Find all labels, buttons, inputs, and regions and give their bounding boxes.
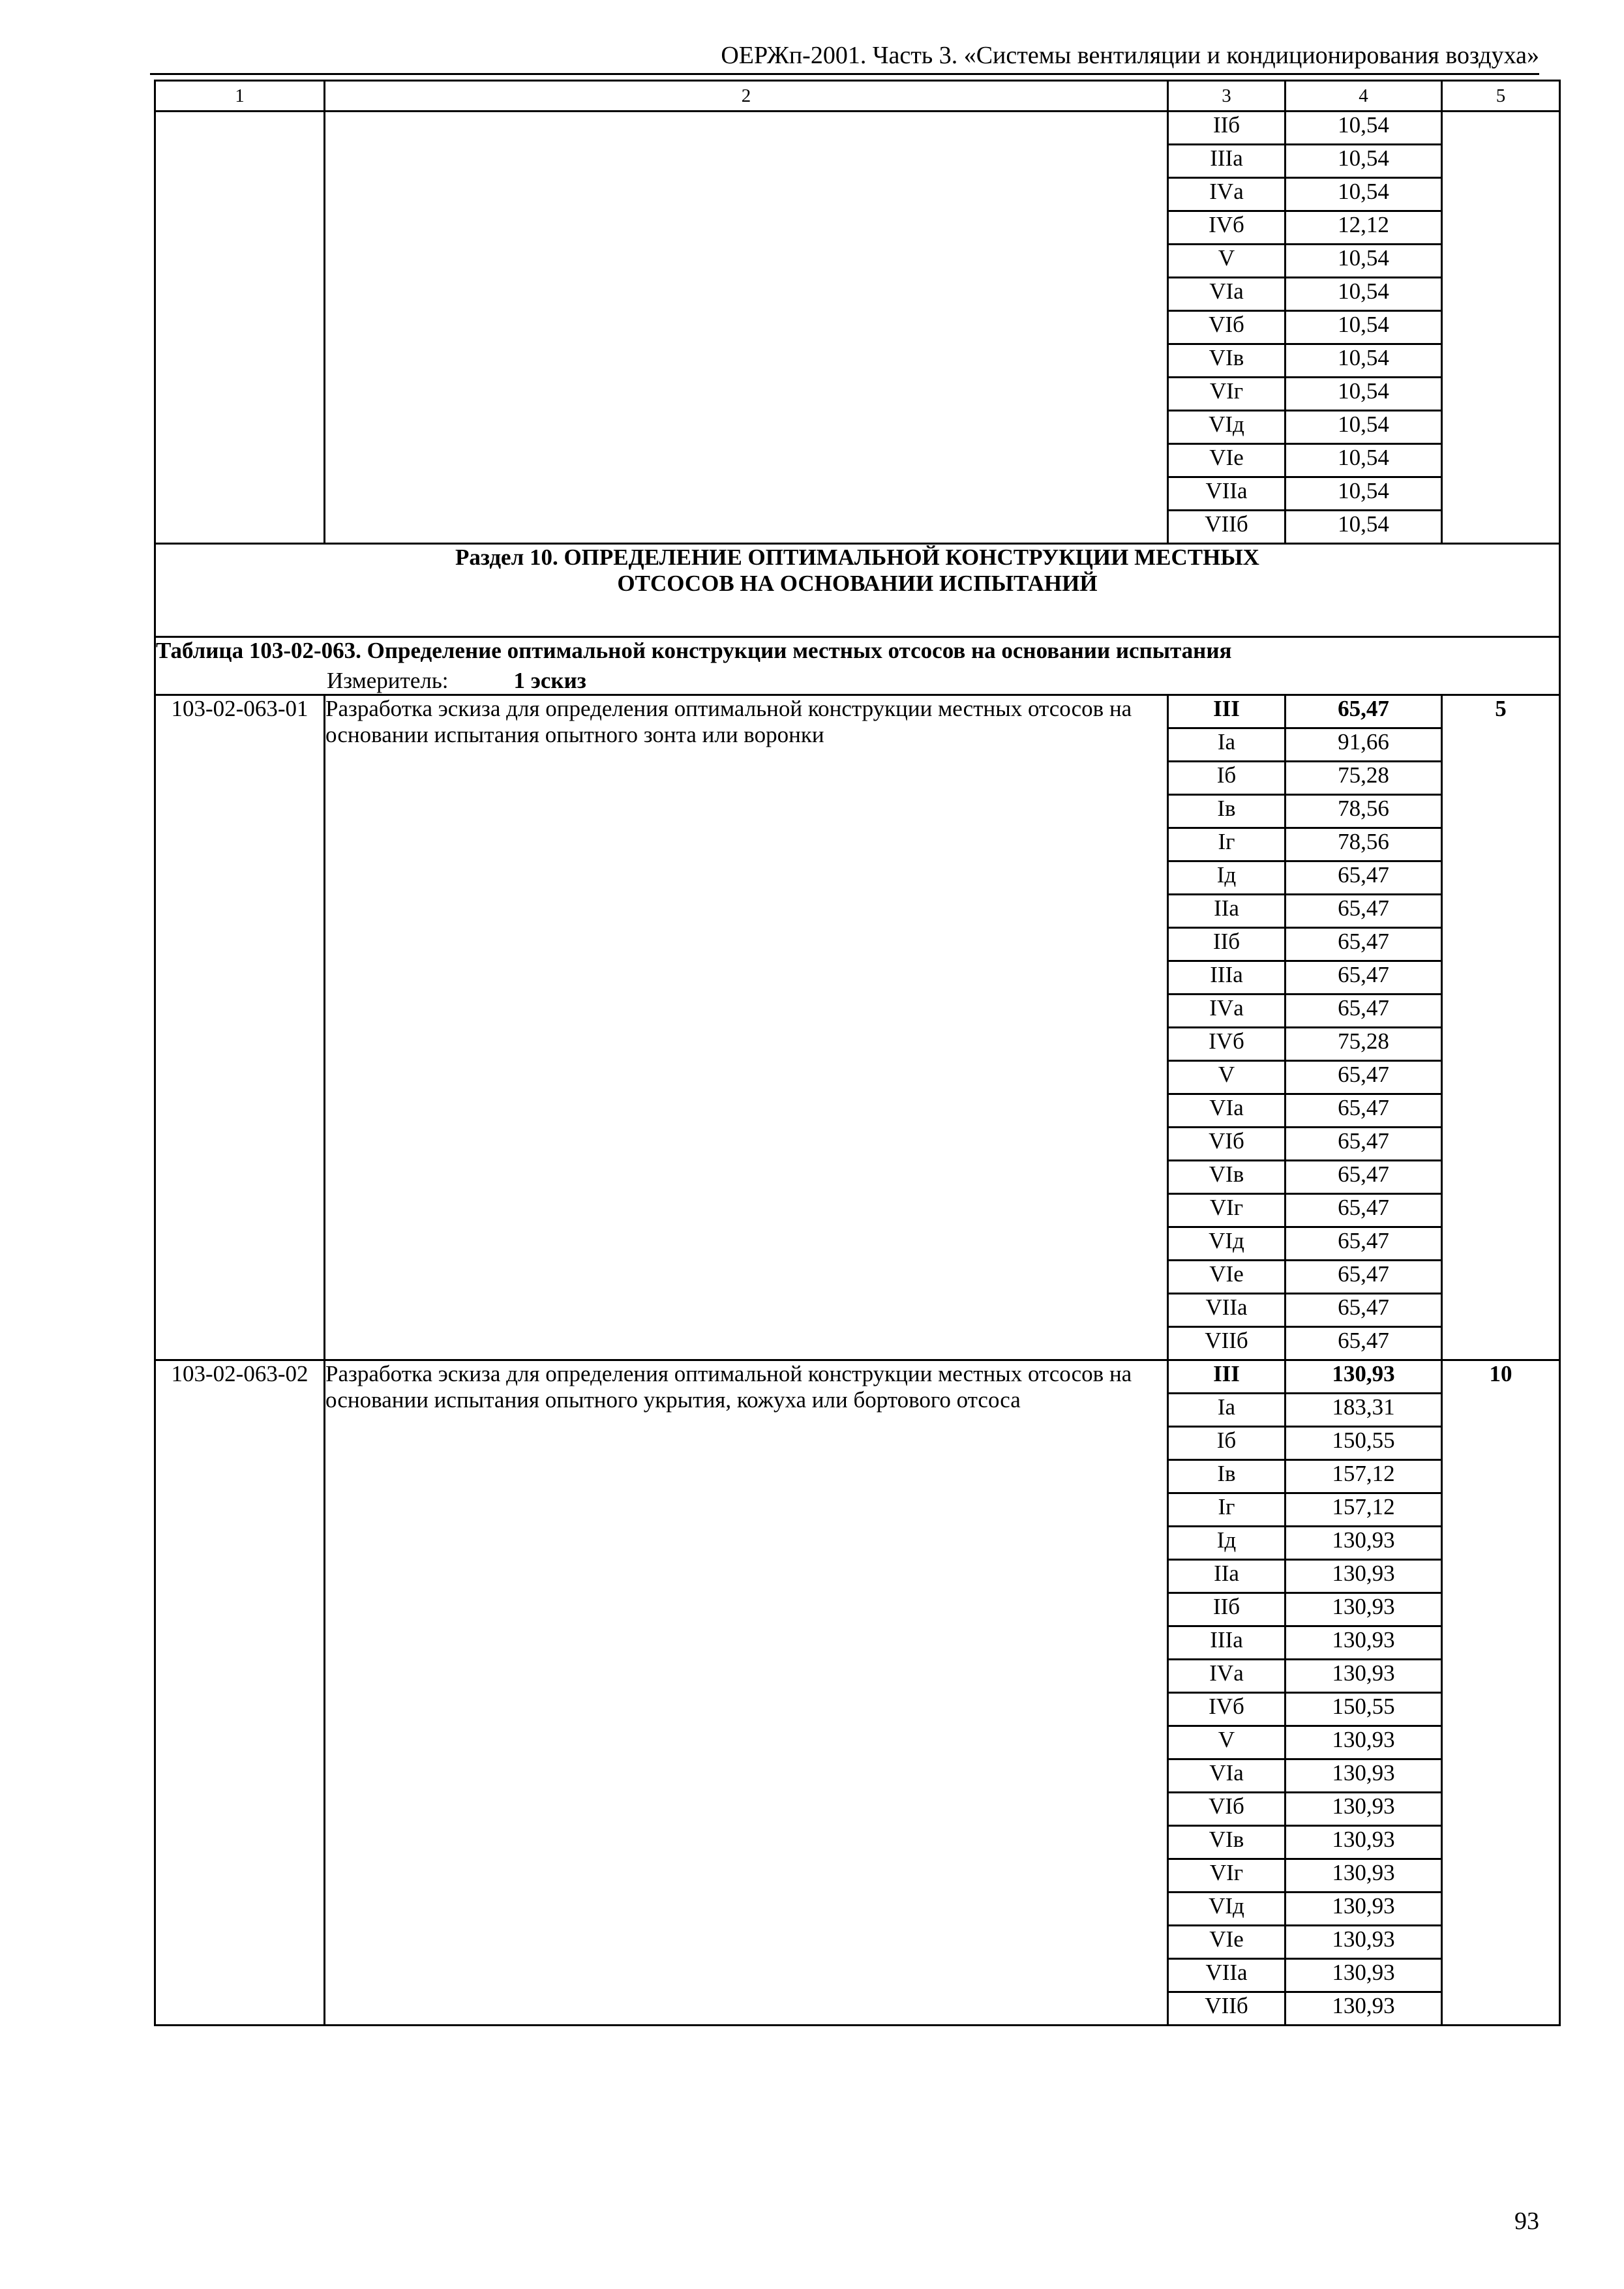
price-table <box>154 80 1561 2026</box>
price-cell: 130,93 <box>1286 1527 1442 1560</box>
price-cell: 130,93 <box>1286 1959 1442 1992</box>
price-cell: 78,56 <box>1286 828 1442 861</box>
zone-cell: VIб <box>1168 1793 1286 1826</box>
price-cell: 12,12 <box>1286 211 1442 245</box>
zone-cell: Iд <box>1168 861 1286 895</box>
zone-cell: IIIа <box>1168 145 1286 178</box>
price-cell: 65,47 <box>1286 1161 1442 1194</box>
zone-cell: VIа <box>1168 278 1286 311</box>
zone-cell: Iб <box>1168 1427 1286 1460</box>
price-cell: 91,66 <box>1286 728 1442 762</box>
price-cell: 130,93 <box>1286 1926 1442 1959</box>
price-row <box>155 695 1560 728</box>
zone-cell: IVа <box>1168 178 1286 211</box>
item-description: Разработка эскиза для определения оптимальной конструкции местных отсосов на основании испытания опытного укрытия, кожуха или бортового отсоса <box>325 1360 1168 2026</box>
zone-cell: VIIб <box>1168 1992 1286 2026</box>
price-table-body <box>155 81 1560 2026</box>
continued-description-cell <box>325 112 1168 544</box>
price-cell: 10,54 <box>1286 145 1442 178</box>
price-cell: 130,93 <box>1286 1793 1442 1826</box>
price-cell: 65,47 <box>1286 1261 1442 1294</box>
unit-line <box>156 668 1559 694</box>
price-cell: 130,93 <box>1286 1660 1442 1693</box>
item-multiplier: 10 <box>1442 1360 1560 2026</box>
price-cell: 157,12 <box>1286 1460 1442 1493</box>
column-number: 1 <box>155 81 325 112</box>
zone-cell: VIв <box>1168 1826 1286 1859</box>
running-header: ОЕРЖп-2001. Часть 3. «Системы вентиляции и кондиционирования воздуха» <box>721 42 1539 69</box>
zone-cell: Iа <box>1168 728 1286 762</box>
item-multiplier: 5 <box>1442 695 1560 1360</box>
zone-cell: VIа <box>1168 1759 1286 1793</box>
item-code: 103-02-063-02 <box>155 1360 325 2026</box>
zone-cell: IIб <box>1168 928 1286 961</box>
price-cell: 130,93 <box>1286 1759 1442 1793</box>
zone-cell: IIIа <box>1168 1626 1286 1660</box>
price-cell: 75,28 <box>1286 1028 1442 1061</box>
zone-cell: Iг <box>1168 828 1286 861</box>
zone-cell: VIг <box>1168 1859 1286 1893</box>
price-cell: 65,47 <box>1286 695 1442 728</box>
zone-cell: VIе <box>1168 444 1286 477</box>
price-cell: 65,47 <box>1286 1327 1442 1360</box>
price-cell: 10,54 <box>1286 245 1442 278</box>
page-number: 93 <box>1514 2207 1539 2235</box>
price-cell: 65,47 <box>1286 1227 1442 1261</box>
zone-cell: IIб <box>1168 112 1286 145</box>
zone-cell: IIб <box>1168 1593 1286 1626</box>
table-title-row <box>155 637 1560 695</box>
zone-cell: Iд <box>1168 1527 1286 1560</box>
zone-cell: VIв <box>1168 344 1286 378</box>
zone-cell: IIа <box>1168 1560 1286 1593</box>
price-cell: 130,93 <box>1286 1726 1442 1759</box>
zone-cell: V <box>1168 1061 1286 1094</box>
section-title-line: ОТСОСОВ НА ОСНОВАНИИ ИСПЫТАНИЙ <box>617 571 1098 596</box>
price-cell: 65,47 <box>1286 1061 1442 1094</box>
continued-price-row <box>155 112 1560 145</box>
item-code: 103-02-063-01 <box>155 695 325 1360</box>
zone-cell: Iв <box>1168 1460 1286 1493</box>
zone-cell: III <box>1168 695 1286 728</box>
column-number: 5 <box>1442 81 1560 112</box>
price-cell: 10,54 <box>1286 477 1442 511</box>
zone-cell: VIб <box>1168 311 1286 344</box>
price-cell: 65,47 <box>1286 961 1442 995</box>
zone-cell: VIб <box>1168 1128 1286 1161</box>
zone-cell: IVа <box>1168 1660 1286 1693</box>
zone-cell: VIIа <box>1168 477 1286 511</box>
zone-cell: V <box>1168 1726 1286 1759</box>
price-cell: 78,56 <box>1286 795 1442 828</box>
price-cell: 130,93 <box>1286 1626 1442 1660</box>
price-cell: 65,47 <box>1286 895 1442 928</box>
price-cell: 130,93 <box>1286 1593 1442 1626</box>
price-cell: 65,47 <box>1286 1194 1442 1227</box>
price-cell: 65,47 <box>1286 1128 1442 1161</box>
price-cell: 130,93 <box>1286 1992 1442 2026</box>
header-rule <box>150 73 1539 75</box>
price-cell: 130,93 <box>1286 1826 1442 1859</box>
price-cell: 130,93 <box>1286 1859 1442 1893</box>
price-cell: 10,54 <box>1286 311 1442 344</box>
unit-label: Измеритель: <box>327 668 449 693</box>
column-number: 3 <box>1168 81 1286 112</box>
zone-cell: Iг <box>1168 1493 1286 1527</box>
zone-cell: VIг <box>1168 1194 1286 1227</box>
zone-cell: VIд <box>1168 1893 1286 1926</box>
column-number-row <box>155 81 1560 112</box>
price-cell: 10,54 <box>1286 378 1442 411</box>
zone-cell: IIа <box>1168 895 1286 928</box>
zone-cell: VIд <box>1168 1227 1286 1261</box>
zone-cell: VIIа <box>1168 1959 1286 1992</box>
zone-cell: Iб <box>1168 762 1286 795</box>
item-description: Разработка эскиза для определения оптимальной конструкции местных отсосов на основании испытания опытного зонта или воронки <box>325 695 1168 1360</box>
zone-cell: IIIа <box>1168 961 1286 995</box>
price-cell: 150,55 <box>1286 1693 1442 1726</box>
section-title <box>155 544 1560 637</box>
zone-cell: VIIб <box>1168 1327 1286 1360</box>
price-cell: 10,54 <box>1286 112 1442 145</box>
price-cell: 183,31 <box>1286 1394 1442 1427</box>
price-cell: 10,54 <box>1286 411 1442 444</box>
zone-cell: V <box>1168 245 1286 278</box>
zone-cell: VIв <box>1168 1161 1286 1194</box>
price-cell: 65,47 <box>1286 995 1442 1028</box>
price-cell: 10,54 <box>1286 444 1442 477</box>
column-number: 4 <box>1286 81 1442 112</box>
unit-value: 1 эскиз <box>513 668 586 693</box>
price-cell: 10,54 <box>1286 178 1442 211</box>
price-cell: 65,47 <box>1286 1294 1442 1327</box>
price-cell: 130,93 <box>1286 1360 1442 1394</box>
section-row <box>155 544 1560 637</box>
price-cell: 157,12 <box>1286 1493 1442 1527</box>
price-cell: 65,47 <box>1286 928 1442 961</box>
zone-cell: VIд <box>1168 411 1286 444</box>
zone-cell: VIе <box>1168 1926 1286 1959</box>
zone-cell: IVа <box>1168 995 1286 1028</box>
price-cell: 130,93 <box>1286 1560 1442 1593</box>
zone-cell: VIг <box>1168 378 1286 411</box>
continued-code-cell <box>155 112 325 544</box>
price-cell: 65,47 <box>1286 861 1442 895</box>
zone-cell: VIа <box>1168 1094 1286 1128</box>
continued-multiplier-cell <box>1442 112 1560 544</box>
table-title-text: Таблица 103-02-063. Определение оптимальной конструкции местных отсосов на основании испытания <box>156 638 1232 663</box>
zone-cell: VIе <box>1168 1261 1286 1294</box>
section-title-line: Раздел 10. ОПРЕДЕЛЕНИЕ ОПТИМАЛЬНОЙ КОНСТРУКЦИИ МЕСТНЫХ <box>455 545 1259 570</box>
price-cell: 75,28 <box>1286 762 1442 795</box>
zone-cell: Iа <box>1168 1394 1286 1427</box>
price-row <box>155 1360 1560 1394</box>
price-cell: 10,54 <box>1286 511 1442 544</box>
zone-cell: IVб <box>1168 1028 1286 1061</box>
zone-cell: Iв <box>1168 795 1286 828</box>
zone-cell: IVб <box>1168 211 1286 245</box>
price-cell: 130,93 <box>1286 1893 1442 1926</box>
price-cell: 10,54 <box>1286 344 1442 378</box>
table-title <box>155 637 1560 695</box>
price-cell: 150,55 <box>1286 1427 1442 1460</box>
price-cell: 65,47 <box>1286 1094 1442 1128</box>
zone-cell: VIIа <box>1168 1294 1286 1327</box>
zone-cell: IVб <box>1168 1693 1286 1726</box>
column-number: 2 <box>325 81 1168 112</box>
zone-cell: VIIб <box>1168 511 1286 544</box>
price-cell: 10,54 <box>1286 278 1442 311</box>
zone-cell: III <box>1168 1360 1286 1394</box>
